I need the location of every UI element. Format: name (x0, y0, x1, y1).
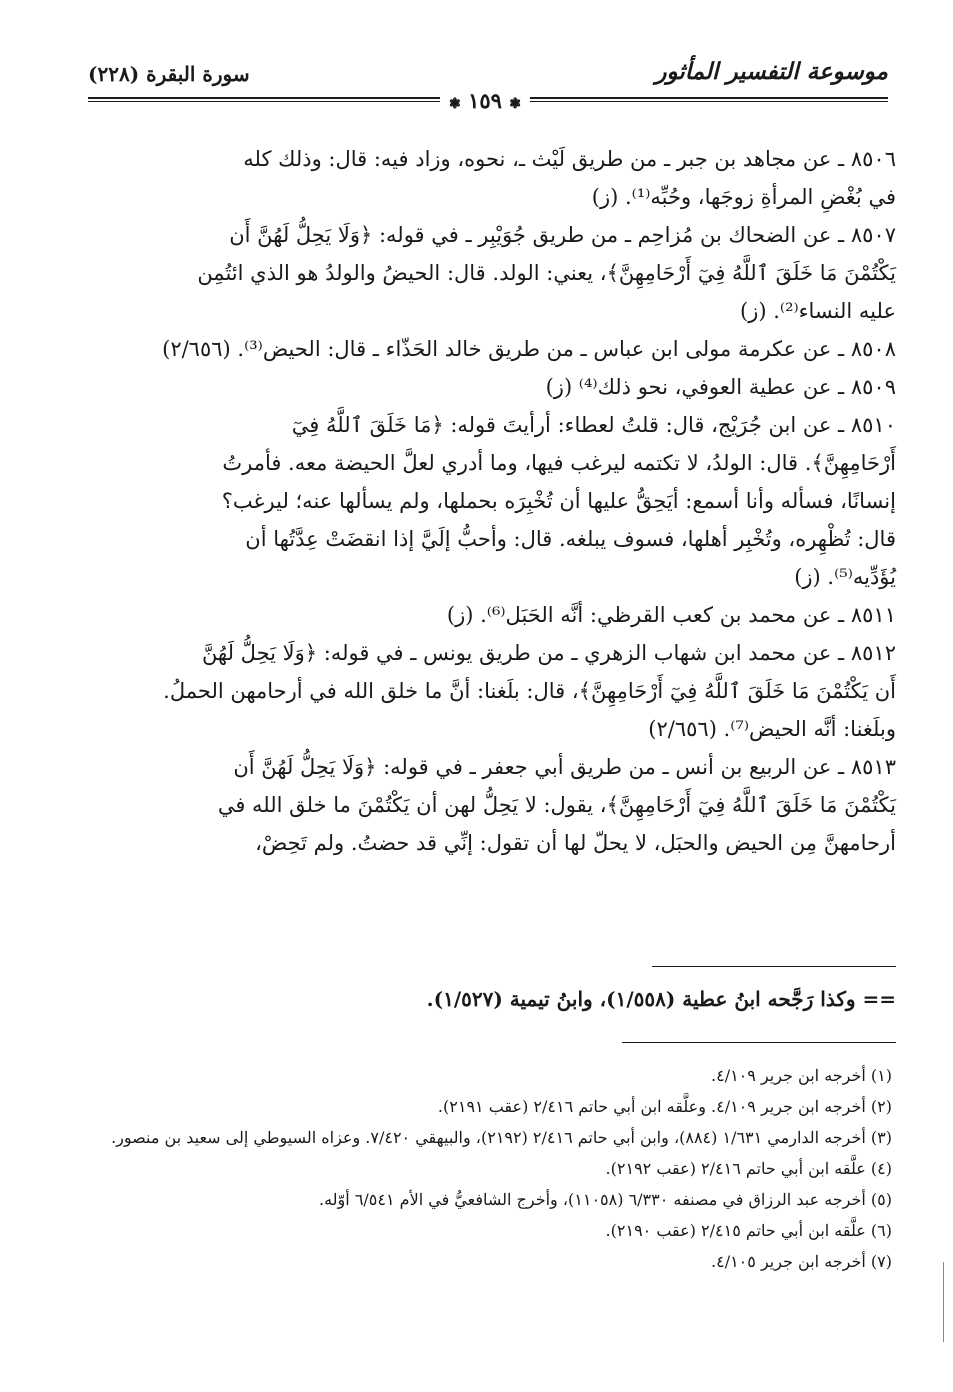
page-number-box (440, 87, 530, 115)
entry-line: أَرْحَامِهِنَّ﴾. قال: الولدُ، لا تكتمه ليرغب فيها، وما أدري لعلَّ الحيضة معه. فأمرتُ (222, 451, 896, 475)
entry-8511 (78, 596, 896, 634)
footnote: (٧) أخرجه ابن جرير ٤/١٠٥. (711, 1252, 892, 1271)
entry-8512 (78, 634, 896, 748)
entry-line: ٨٥٠٩ ـ عن عطية العوفي، نحو ذلك⁽⁴⁾ (ز) (545, 375, 896, 399)
entry-line: عليه النساء⁽²⁾. (ز) (740, 299, 896, 323)
entry-line: ٨٥١٢ ـ عن محمد ابن شهاب الزهري ـ من طريق يونس ـ في قوله: ﴿وَلَا يَحِلُّ لَهُنَّ (201, 641, 896, 665)
commentary-separator (652, 966, 896, 967)
book-title: موسوعة التفسير المأثور (655, 58, 888, 85)
footnote: (٤) علَّقه ابن أبي حاتم ٢/٤١٦ (عقب ٢١٩٢). (605, 1159, 892, 1178)
page-number: ١٥٩ (468, 88, 502, 113)
entry-8510 (78, 406, 896, 596)
footnote: (٢) أخرجه ابن جرير ٤/١٠٩. وعلَّقه ابن أبي حاتم ٢/٤١٦ (عقب ٢١٩١). (437, 1097, 892, 1116)
entry-line: يُؤَدِّيه⁽⁵⁾. (ز) (794, 565, 896, 589)
footnotes (70, 1060, 892, 1277)
ornament-icon: ❃ (509, 96, 521, 112)
entry-8513 (78, 748, 896, 862)
surah-label: سورة البقرة (٢٢٨) (88, 62, 250, 86)
footnote: (٦) علَّقه ابن أبي حاتم ٢/٤١٥ (عقب ٢١٩٠). (605, 1221, 892, 1240)
entry-line: ٨٥١٠ ـ عن ابن جُرَيْج، قال: قلتُ لعطاء: أرأيتَ قوله: ﴿مَا خَلَقَ ٱللَّهُ فِيٓ (291, 413, 896, 437)
entry-line: ٨٥١١ ـ عن محمد بن كعب القرظي: أنَّه الحَبَل⁽⁶⁾. (ز) (446, 603, 896, 627)
main-text (78, 140, 896, 862)
entry-line: في بُغْضِ المرأةِ زوجَها، وحُبِّه⁽¹⁾. (ز) (591, 185, 896, 209)
entry-line: أَن يَكْتُمْنَ مَا خَلَقَ ٱللَّهُ فِيٓ أَرْحَامِهِنَّ﴾، قال: بلَغنا: أنَّ ما خلق الله في أرحامهن الحملُ. (163, 679, 896, 703)
entry-line: ٨٥٠٧ ـ عن الضحاك بن مُزاحِم ـ من طريق جُوَيْبِر ـ في قوله: ﴿وَلَا يَحِلُّ لَهُنَّ أَن (229, 223, 896, 247)
entry-8506 (78, 140, 896, 216)
scan-edge-line (943, 1262, 944, 1342)
entry-8509 (78, 368, 896, 406)
entry-line: وبلَغنا: أنَّه الحيض⁽⁷⁾. (٢/٦٥٦) (648, 717, 896, 741)
entry-line: يَكْتُمْنَ مَا خَلَقَ ٱللَّهُ فِيٓ أَرْحَامِهِنَّ﴾، يعني: الولد. قال: الحيضُ والولدُ هو الذي ائتُمِن (197, 261, 896, 285)
entry-line: أرحامهنَّ مِن الحيض والحبَل، لا يحلّ لها أن تقول: إنِّي قد حضتُ. ولم تَحِضْ، (255, 831, 896, 855)
carryover-commentary: == وكذا رَجَّحه ابنُ عطية (١/٥٥٨)، وابنُ تيمية (١/٥٢٧). (426, 987, 896, 1011)
entry-line: ٨٥٠٦ ـ عن مجاهد بن جبر ـ من طريق لَيْث ـ، نحوه، وزاد فيه: قال: وذلك كله (243, 147, 896, 171)
entry-8508 (78, 330, 896, 368)
entry-line: إنسانًا، فسأله وأنا أسمع: أيَحِقُّ عليها أن تُخْبِرَه بحملها، ولم يسألها عنه؛ ليرغب؟ (221, 489, 896, 513)
entry-line: ٨٥٠٨ ـ عن عكرمة مولى ابن عباس ـ من طريق خالد الحَذّاء ـ قال: الحيض⁽³⁾. (٢/٦٥٦) (162, 337, 896, 361)
ornament-icon: ❃ (449, 96, 461, 112)
footnote: (٥) أخرجه عبد الرزاق في مصنفه ٦/٣٣٠ (١١٠٥٨)، وأخرج الشافعيُّ في الأم ٦/٥٤١ أوّله. (319, 1190, 892, 1209)
footnote: (١) أخرجه ابن جرير ٤/١٠٩. (711, 1066, 892, 1085)
footnote: (٣) أخرجه الدارمي ١/٦٣١ (٨٨٤)، وابن أبي حاتم ٢/٤١٦ (٢١٩٢)، والبيهقي ٧/٤٢٠. وعزاه السيوطي إلى سعيد بن منصور. (111, 1128, 892, 1147)
entry-line: يَكْتُمْنَ مَا خَلَقَ ٱللَّهُ فِيٓ أَرْحَامِهِنَّ﴾، يقول: لا يَحِلُّ لهن أن يَكْتُمْنَ ما خلق الله في (217, 793, 896, 817)
entry-line: ٨٥١٣ ـ عن الربيع بن أنس ـ من طريق أبي جعفر ـ في قوله: ﴿وَلَا يَحِلُّ لَهُنَّ أَن (233, 755, 896, 779)
entry-line: قال: تُظْهِره، وتُخْبِر أهلها، فسوف يبلغه. قال: وأحبُّ إلَيَّ إذا انقضَتْ عِدَّتُها أن (245, 527, 896, 551)
footnote-separator (622, 1042, 896, 1043)
entry-8507 (78, 216, 896, 330)
